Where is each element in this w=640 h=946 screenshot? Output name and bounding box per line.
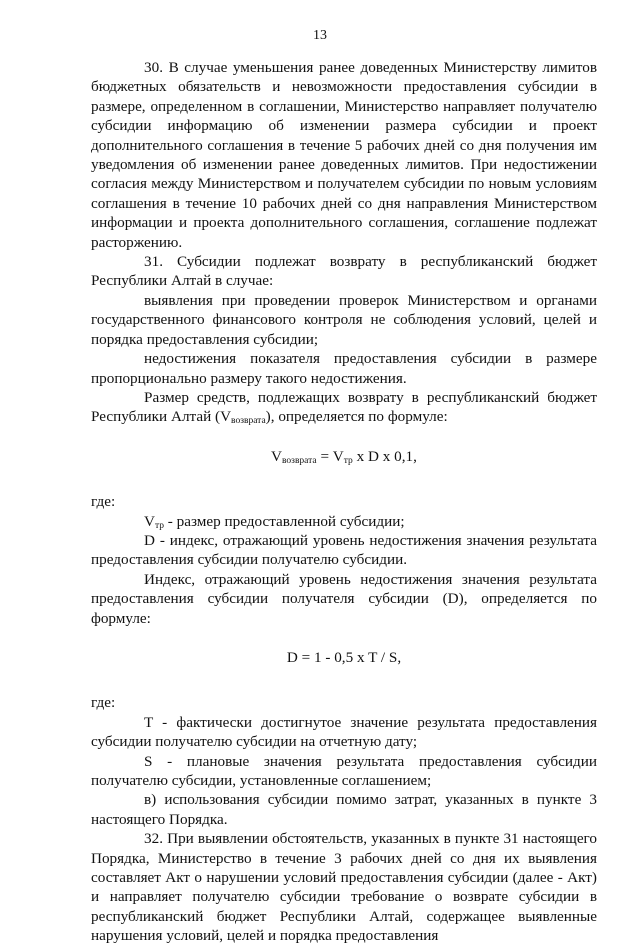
refund-size-subscript: возврата xyxy=(231,416,266,427)
t-definition: T - фактически достигнутое значение результата предоставления субсидии получателю субсидии на отчетную дату; xyxy=(91,713,597,751)
index-paragraph: Индекс, отражающий уровень недостижения значения результата предоставления субсидии получателя субсидии (D), определяется по формуле: xyxy=(91,570,597,627)
refund-size-text-end: ), определяется по формуле: xyxy=(265,408,448,426)
formula-index: D = 1 - 0,5 x T / S, xyxy=(286,648,402,666)
formula-vtr-subscript: тр xyxy=(343,455,353,466)
where-label-1: где: xyxy=(91,493,116,511)
paragraph-31-item-v: в) использования субсидии помимо затрат, указанных в пункте 3 настоящего Порядка. xyxy=(91,791,597,828)
vtr-text: - размер предоставленной субсидии; xyxy=(164,512,405,530)
formula-v: V xyxy=(271,447,283,465)
refund-size-text: Размер средств, подлежащих возврату в республиканский бюджет Республики Алтай (V xyxy=(91,388,597,426)
where-label-2: где: xyxy=(91,694,116,712)
paragraph-30: 30. В случае уменьшения ранее доведенных Министерству лимитов бюджетных обязательств и невозможности предоставления субсидии в размере, определенном в соглашении, Министерство направляет получателю субсидии информацию об изменении размера субсидии и проект дополнительного соглашения в течение 5 рабочих дней со дня получения им уведомления об изменении ранее доведенных лимитов. При недостижении согласия между Министерством и получателем субсидии по новым условиям соглашения в течение 10 рабочих дней со дня направления Министерством информации и проекта дополнительного соглашения, соглашение подлежат расторжению. xyxy=(91,59,597,251)
vtr-definition xyxy=(91,512,597,531)
formula-v-subscript: возврата xyxy=(282,455,317,466)
paragraph-refund-size xyxy=(91,388,597,427)
paragraph-31-item-a: выявления при проведении проверок Министерством и органами государственного финансового контроля не соблюдения условий, целей и порядка предоставления субсидии; xyxy=(91,291,597,348)
formula-refund xyxy=(91,447,597,466)
paragraph-31: 31. Субсидии подлежат возврату в республиканский бюджет Республики Алтай в случае: xyxy=(91,253,597,290)
s-definition: S - плановые значения результата предоставления субсидии получателю субсидии, установленные соглашением; xyxy=(91,752,597,789)
vtr-subscript: тр xyxy=(154,520,164,531)
paragraph-32: 32. При выявлении обстоятельств, указанных в пункте 31 настоящего Порядка, Министерство в течение 3 рабочих дней со дня их выявления составляет Акт о нарушении условий предоставления субсидии (далее - Акт) и направляет получателю субсидии требование о возврате субсидии в республиканский бюджет Республики Алтай, содержащее выявленные нарушения условий, целей и порядка предоставления xyxy=(91,830,597,945)
page-number: 13 xyxy=(313,28,327,43)
document-body xyxy=(91,58,597,946)
paragraph-31-item-b: недостижения показателя предоставления субсидии в размере пропорционально размеру такого недостижения. xyxy=(91,350,597,387)
formula-rest: x D x 0,1, xyxy=(352,447,417,465)
vtr-symbol: V xyxy=(144,512,155,530)
formula-eq: = V xyxy=(316,447,344,465)
d-definition: D - индекс, отражающий уровень недостижения значения результата предоставления субсидии получателю субсидии. xyxy=(91,531,597,569)
